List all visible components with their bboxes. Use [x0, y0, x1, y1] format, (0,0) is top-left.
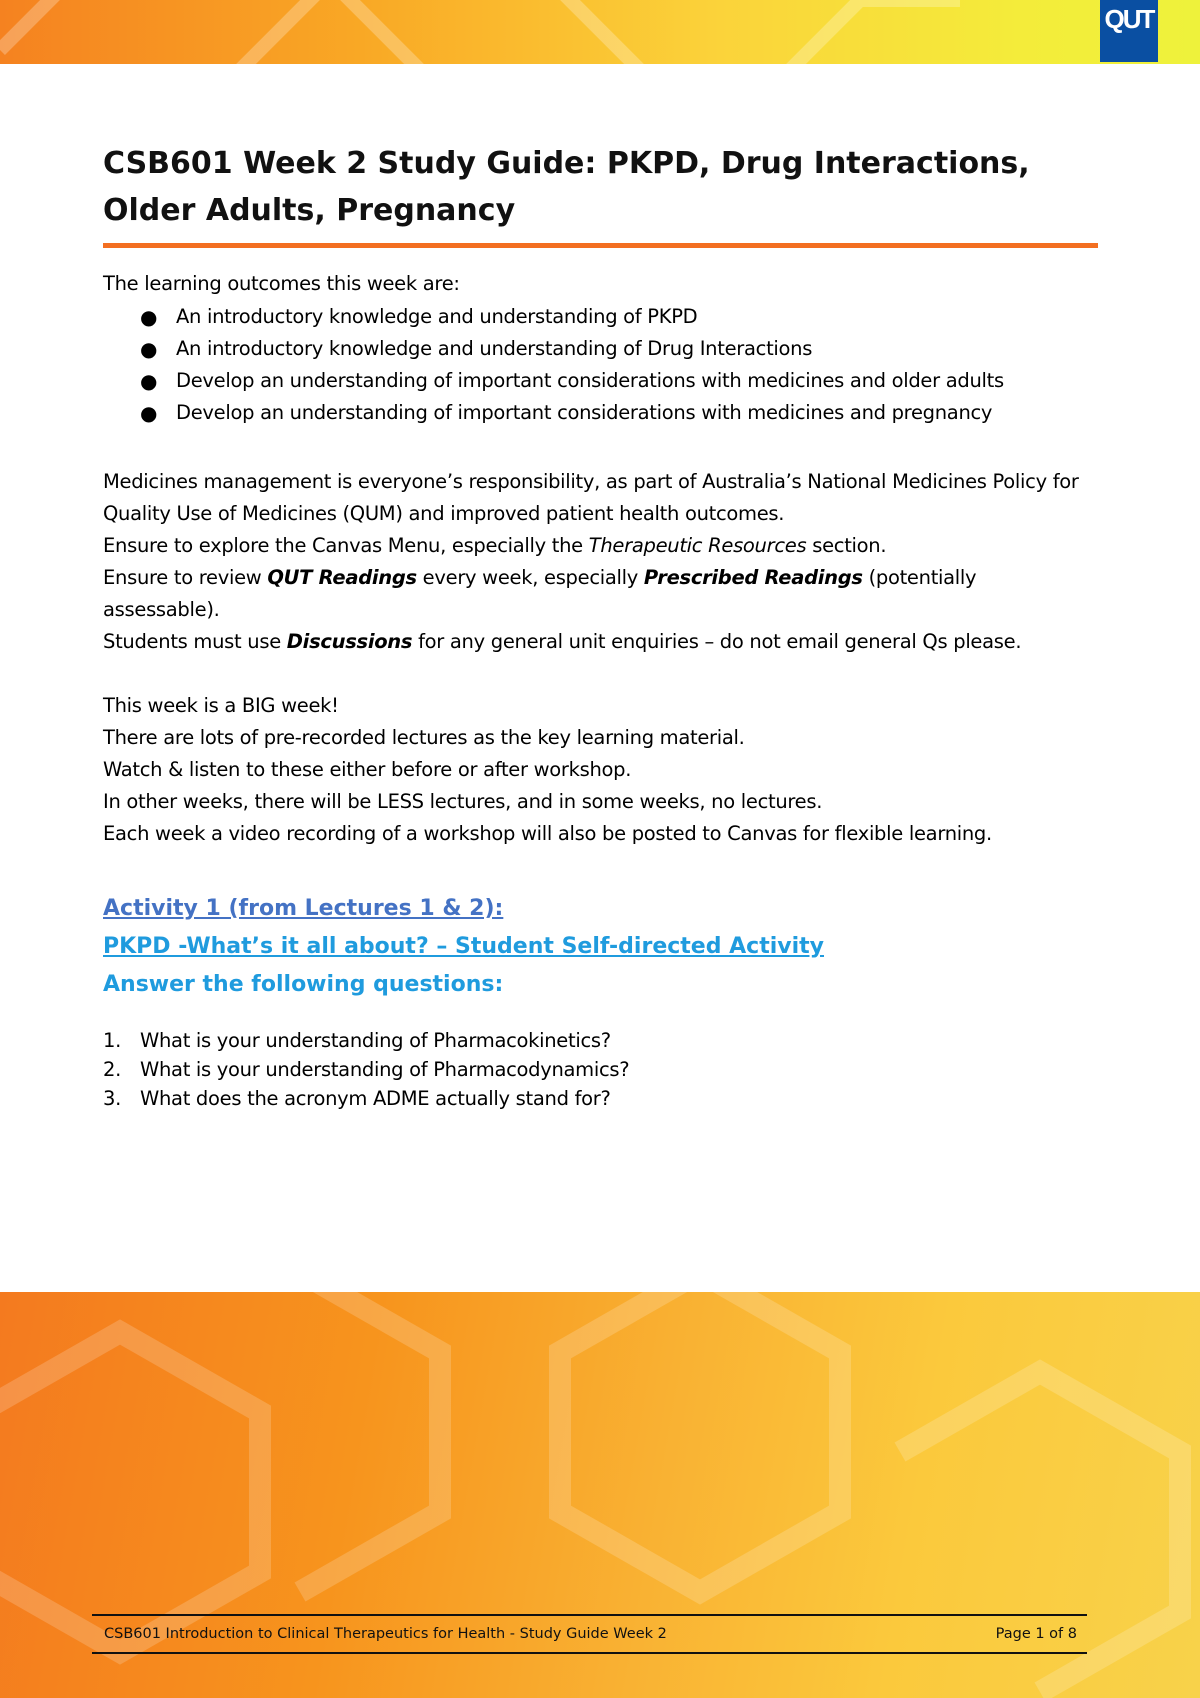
text-run: every week, especially: [416, 566, 644, 589]
policy-paragraph: [103, 466, 1098, 658]
week-note-line: In other weeks, there will be LESS lectures, and in some weeks, no lectures.: [103, 790, 823, 813]
list-item: [103, 301, 1004, 333]
list-item-text: Develop an understanding of important considerations with medicines and pregnancy: [176, 401, 993, 424]
activity-instruction: Answer the following questions:: [103, 972, 504, 997]
question-number: 3.: [103, 1087, 122, 1110]
question-number: 2.: [103, 1058, 122, 1081]
page-title: CSB601 Week 2 Study Guide: PKPD, Drug Interactions, Older Adults, Pregnancy: [103, 146, 1030, 228]
question-text: What is your understanding of Pharmacokinetics?: [140, 1029, 611, 1052]
outcomes-intro: The learning outcomes this week are:: [103, 272, 460, 295]
text-run: for any general unit enquiries – do not email general Qs please.: [412, 630, 1022, 653]
question-number: 1.: [103, 1029, 122, 1052]
question-text: What is your understanding of Pharmacodynamics?: [140, 1058, 630, 1081]
list-item-text: An introductory knowledge and understanding of Drug Interactions: [176, 337, 813, 360]
qut-logo: [1100, 0, 1158, 62]
list-item: [103, 397, 1004, 429]
discussions-link[interactable]: Discussions: [286, 630, 413, 653]
text-run: (potentially assessable).: [103, 566, 977, 621]
question-text: What does the acronym ADME actually stand for?: [140, 1087, 611, 1110]
text-run: Ensure to explore the Canvas Menu, especially the: [103, 534, 589, 557]
canvas-menu-note: [103, 530, 1098, 562]
bullet-icon: ●: [140, 401, 158, 425]
footer-course-title: CSB601 Introduction to Clinical Therapeutics for Health - Study Guide Week 2: [104, 1626, 667, 1642]
banner-pattern: [0, 0, 1200, 64]
therapeutic-resources-link[interactable]: Therapeutic Resources: [588, 534, 807, 557]
activity-section: [103, 890, 1098, 1004]
week-notes: [103, 690, 1098, 850]
week-note-line: Watch & listen to these either before or after workshop.: [103, 758, 632, 781]
prescribed-readings-link[interactable]: Prescribed Readings: [643, 566, 863, 589]
bullet-icon: ●: [140, 337, 158, 361]
text-run: section.: [806, 534, 887, 557]
qum-statement: Medicines management is everyone’s responsibility, as part of Australia’s National Medicines Policy for Quality Use of Medicines (QUM) and improved patient health outcomes.: [103, 470, 1079, 525]
question-item: [103, 1084, 629, 1113]
week-note-line: There are lots of pre-recorded lectures as the key learning material.: [103, 726, 745, 749]
question-item: [103, 1026, 629, 1055]
bullet-icon: ●: [140, 369, 158, 393]
discussions-note: [103, 626, 1098, 658]
list-item: [103, 333, 1004, 365]
outcomes-list: [103, 301, 1004, 429]
text-run: Ensure to review: [103, 566, 268, 589]
logo-text: QUT: [1104, 4, 1154, 34]
activity-heading-link[interactable]: Activity 1 (from Lectures 1 & 2):: [103, 896, 504, 921]
week-note-line: Each week a video recording of a workshop will also be posted to Canvas for flexible learning.: [103, 822, 992, 845]
readings-note: [103, 562, 1098, 626]
question-item: [103, 1055, 629, 1084]
title-divider: [103, 243, 1098, 248]
page-number: Page 1 of 8: [995, 1626, 1077, 1642]
list-item-text: An introductory knowledge and understanding of PKPD: [176, 305, 698, 328]
page-footer: [92, 1614, 1087, 1654]
questions-list: [103, 1026, 629, 1113]
qut-readings-link[interactable]: QUT Readings: [267, 566, 417, 589]
bullet-icon: ●: [140, 305, 158, 329]
list-item-text: Develop an understanding of important considerations with medicines and older adults: [176, 369, 1004, 392]
week-note-line: This week is a BIG week!: [103, 694, 339, 717]
text-run: Students must use: [103, 630, 287, 653]
activity-subheading-link[interactable]: PKPD -What’s it all about? – Student Self-directed Activity: [103, 934, 824, 959]
list-item: [103, 365, 1004, 397]
header-banner: [0, 0, 1200, 64]
